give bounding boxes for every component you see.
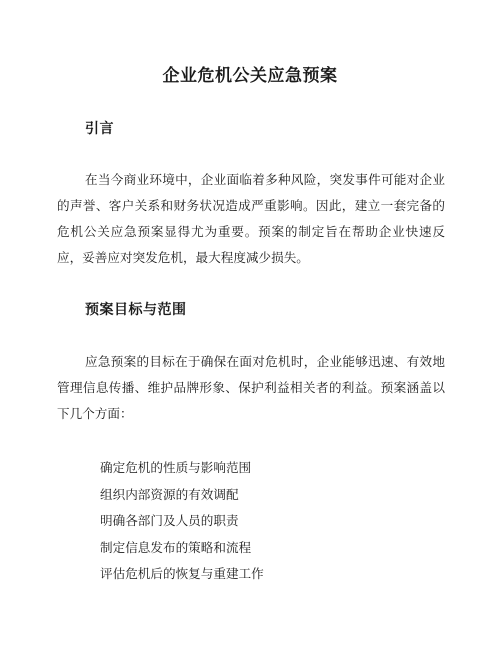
list-item: 确定危机的性质与影响范围 [100,460,252,475]
document-title: 企业危机公关应急预案 [162,66,338,86]
list-item: 组织内部资源的有效调配 [100,486,239,502]
list-item: 明确各部门及人员的职责 [100,513,239,528]
scope-list [100,455,264,588]
section-heading-introduction: 引言 [85,121,114,137]
goals-scope-paragraph: 应急预案的目标在于确保在面对危机时，企业能够迅速、有效地管理信息传播、维护品牌形象、保护利益相关者的利益。预案涵盖以下几个方面： [57,354,445,421]
section-heading-goals-scope: 预案目标与范围 [85,302,187,318]
list-item: 制定信息发布的策略和流程 [100,539,252,555]
introduction-paragraph: 在当今商业环境中，企业面临着多种风险，突发事件可能对企业的声誉、客户关系和财务状况造成严重影响。因此，建立一套完备的危机公关应急预案显得尤为重要。预案的制定旨在帮助企业快速反应，妥善应对突发危机，最大程度减少损失。 [57,172,445,265]
list-item: 评估危机后的恢复与重建工作 [100,566,264,581]
